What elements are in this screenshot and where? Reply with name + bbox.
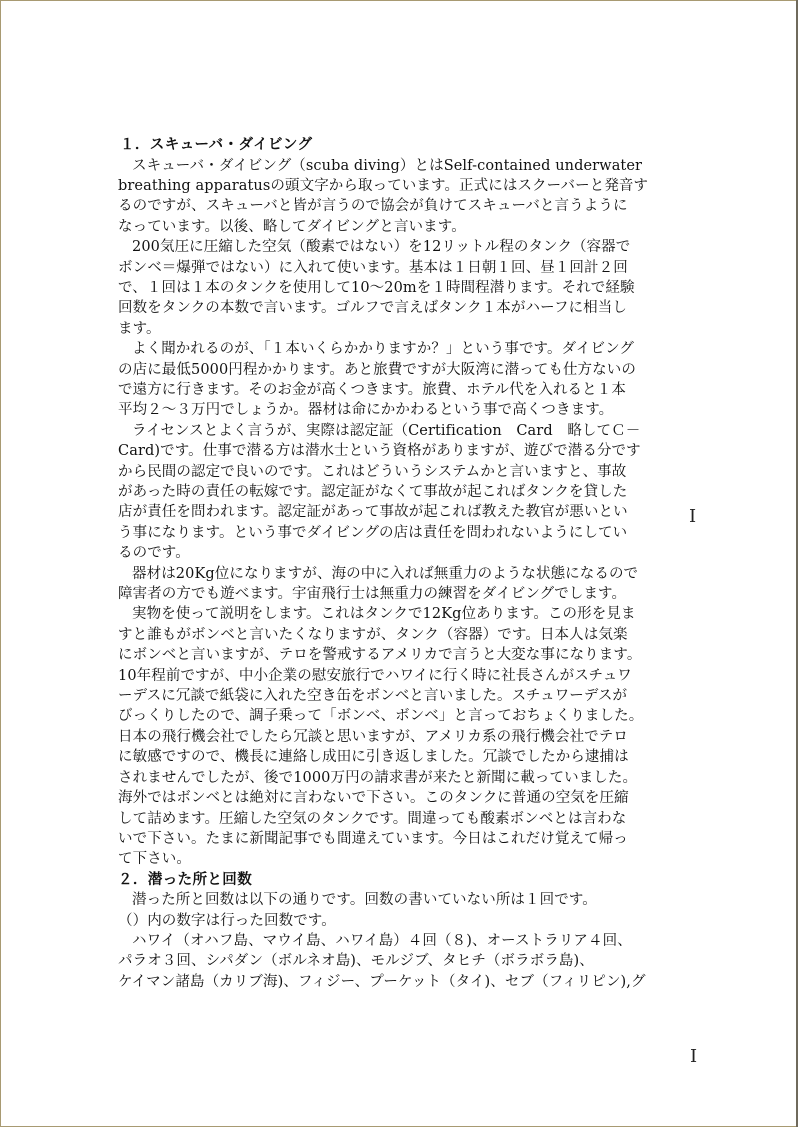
text-line: 200気圧に圧縮した空気（酸素ではない）を12リットル程のタンク（容器で <box>132 239 631 256</box>
text-cursor-icon: I <box>689 506 697 527</box>
paragraph <box>118 237 686 339</box>
text-line: パラオ３回、シパダン（ボルネオ島)、モルジブ、タヒチ（ボラボラ島)、 <box>118 953 594 970</box>
text-line: て下さい。 <box>118 851 191 868</box>
text-line: ボンベ＝爆弾ではない）に入れて使います。基本は１日朝１回、昼１回計２回 <box>118 259 628 276</box>
text-line: 平均２～３万円でしょうか。器材は命にかかわるという事で高くつきます。 <box>118 402 614 419</box>
text-line: 回数をタンクの本数で言います。ゴルフで言えばタンク１本がハーフに相当し <box>118 300 627 317</box>
text-line: 海外ではボンベとは絶対に言わないで下さい。このタンクに普通の空気を圧縮 <box>118 790 629 807</box>
text-line: いで下さい。たまに新聞記事でも間違えています。今日はこれだけ覚えて帰っ <box>118 830 628 847</box>
text-line: Card)です。仕事で潜る方は潜水士という資格がありますが、遊びで潜る分です <box>118 443 641 460</box>
text-line: から民間の認定で良いのです。これはどういうシステムかと言いますと、事故 <box>118 463 627 480</box>
text-line: う事になります。という事でダイビングの店は責任を問われないようにしてい <box>118 524 628 541</box>
section-heading: ２．潜った所と回数 <box>118 871 253 888</box>
text-line: で、１回は１本のタンクを使用して10～20mを１時間程潜ります。それで経験 <box>118 279 635 296</box>
text-cursor-icon: I <box>690 1046 698 1067</box>
text-line: 店が責任を問われます。認定証があって事故が起これば教えた教官が悪いとい <box>118 504 628 521</box>
text-line: ーデスに冗談で紙袋に入れた空き缶をボンベと言いました。スチュワーデスが <box>118 688 628 705</box>
text-line: よく聞かれるのが、「１本いくらかかりますか？」という事です。ダイビング <box>132 341 635 358</box>
paragraph <box>118 339 686 421</box>
text-line: にボンベと言いますが、テロを警戒するアメリカで言うと大変な事になります。 <box>118 647 642 664</box>
text-line: ライセンスとよく言うが、実際は認定証（Certification Card 略してＣ－ <box>132 422 641 439</box>
text-line: されませんでしたが、後で1000万円の請求書が来たと新聞に載っていました。 <box>118 769 638 786</box>
text-line: 障害者の方でも遊べます。宇宙飛行士は無重力の練習をダイビングでします。 <box>118 586 627 603</box>
text-line: 実物を使って説明をします。これはタンクで12Kg位あります。この形を見ま <box>132 606 636 623</box>
text-line: ケイマン諸島（カリブ海)、フィジー、プーケット（タイ)、セブ（フィリピン),グ <box>118 973 646 990</box>
text-line: 潜った所と回数は以下の通りです。回数の書いていない所は１回です。 <box>132 892 597 909</box>
text-line: で遠方に行きます。そのお金が高くつきます。旅費、ホテル代を入れると１本 <box>118 381 626 398</box>
text-line: 日本の飛行機会社でしたら冗談と思いますが、アメリカ系の飛行機会社でテロ <box>118 728 628 745</box>
text-line: に敏感ですので、機長に連絡し成田に引き返しました。冗談でしたから逮捕は <box>118 749 629 766</box>
text-line: breathing apparatusの頭文字から取っています。正式にはスクーバーと発音す <box>118 177 649 194</box>
text-line: るのですが、スキューバと皆が言うので協会が負けてスキューバと言うように <box>118 198 628 215</box>
paragraph <box>118 564 686 605</box>
paragraph <box>118 931 686 992</box>
text-line: るのです。 <box>118 545 190 562</box>
text-line: があった時の責任の転嫁です。認定証がなくて事故が起こればタンクを貸した <box>118 484 628 500</box>
paragraph <box>118 890 686 931</box>
text-line: すと誰もがボンベと言いたくなりますが、タンク（容器）です。日本人は気楽 <box>118 626 628 643</box>
text-line: （）内の数字は行った回数です。 <box>118 912 336 929</box>
paragraph <box>118 156 686 238</box>
paragraph <box>118 604 686 869</box>
text-line: スキューバ・ダイビング（scuba diving）とはSelf-contained underwater <box>132 157 643 174</box>
text-line: 器材は20Kg位になりますが、海の中に入れば無重力のような状態になるので <box>132 565 639 582</box>
text-line: びっくりしたので、調子乗って「ボンベ、ボンベ」と言っておちょくりました。 <box>118 708 644 725</box>
text-line: の店に最低5000円程かかります。あと旅費ですが大阪湾に潜っても仕方ないの <box>118 361 636 378</box>
text-line: 10年程前ですが、中小企業の慰安旅行でハワイに行く時に社長さんがスチュワ <box>118 667 632 684</box>
text-line: なっています。以後、略してダイビングと言います。 <box>118 218 466 235</box>
document-text <box>118 135 686 992</box>
text-line: ます。 <box>118 320 161 337</box>
paragraph <box>118 421 686 564</box>
text-line: ハワイ（オハフ島、マウイ島、ハワイ島）４回（８)、オーストラリア４回、 <box>132 933 632 950</box>
section-heading: １．スキューバ・ダイビング <box>120 137 313 153</box>
document-body[interactable] <box>118 135 686 992</box>
text-line: して詰めます。圧縮した空気のタンクです。間違っても酸素ボンベとは言わな <box>118 810 627 827</box>
